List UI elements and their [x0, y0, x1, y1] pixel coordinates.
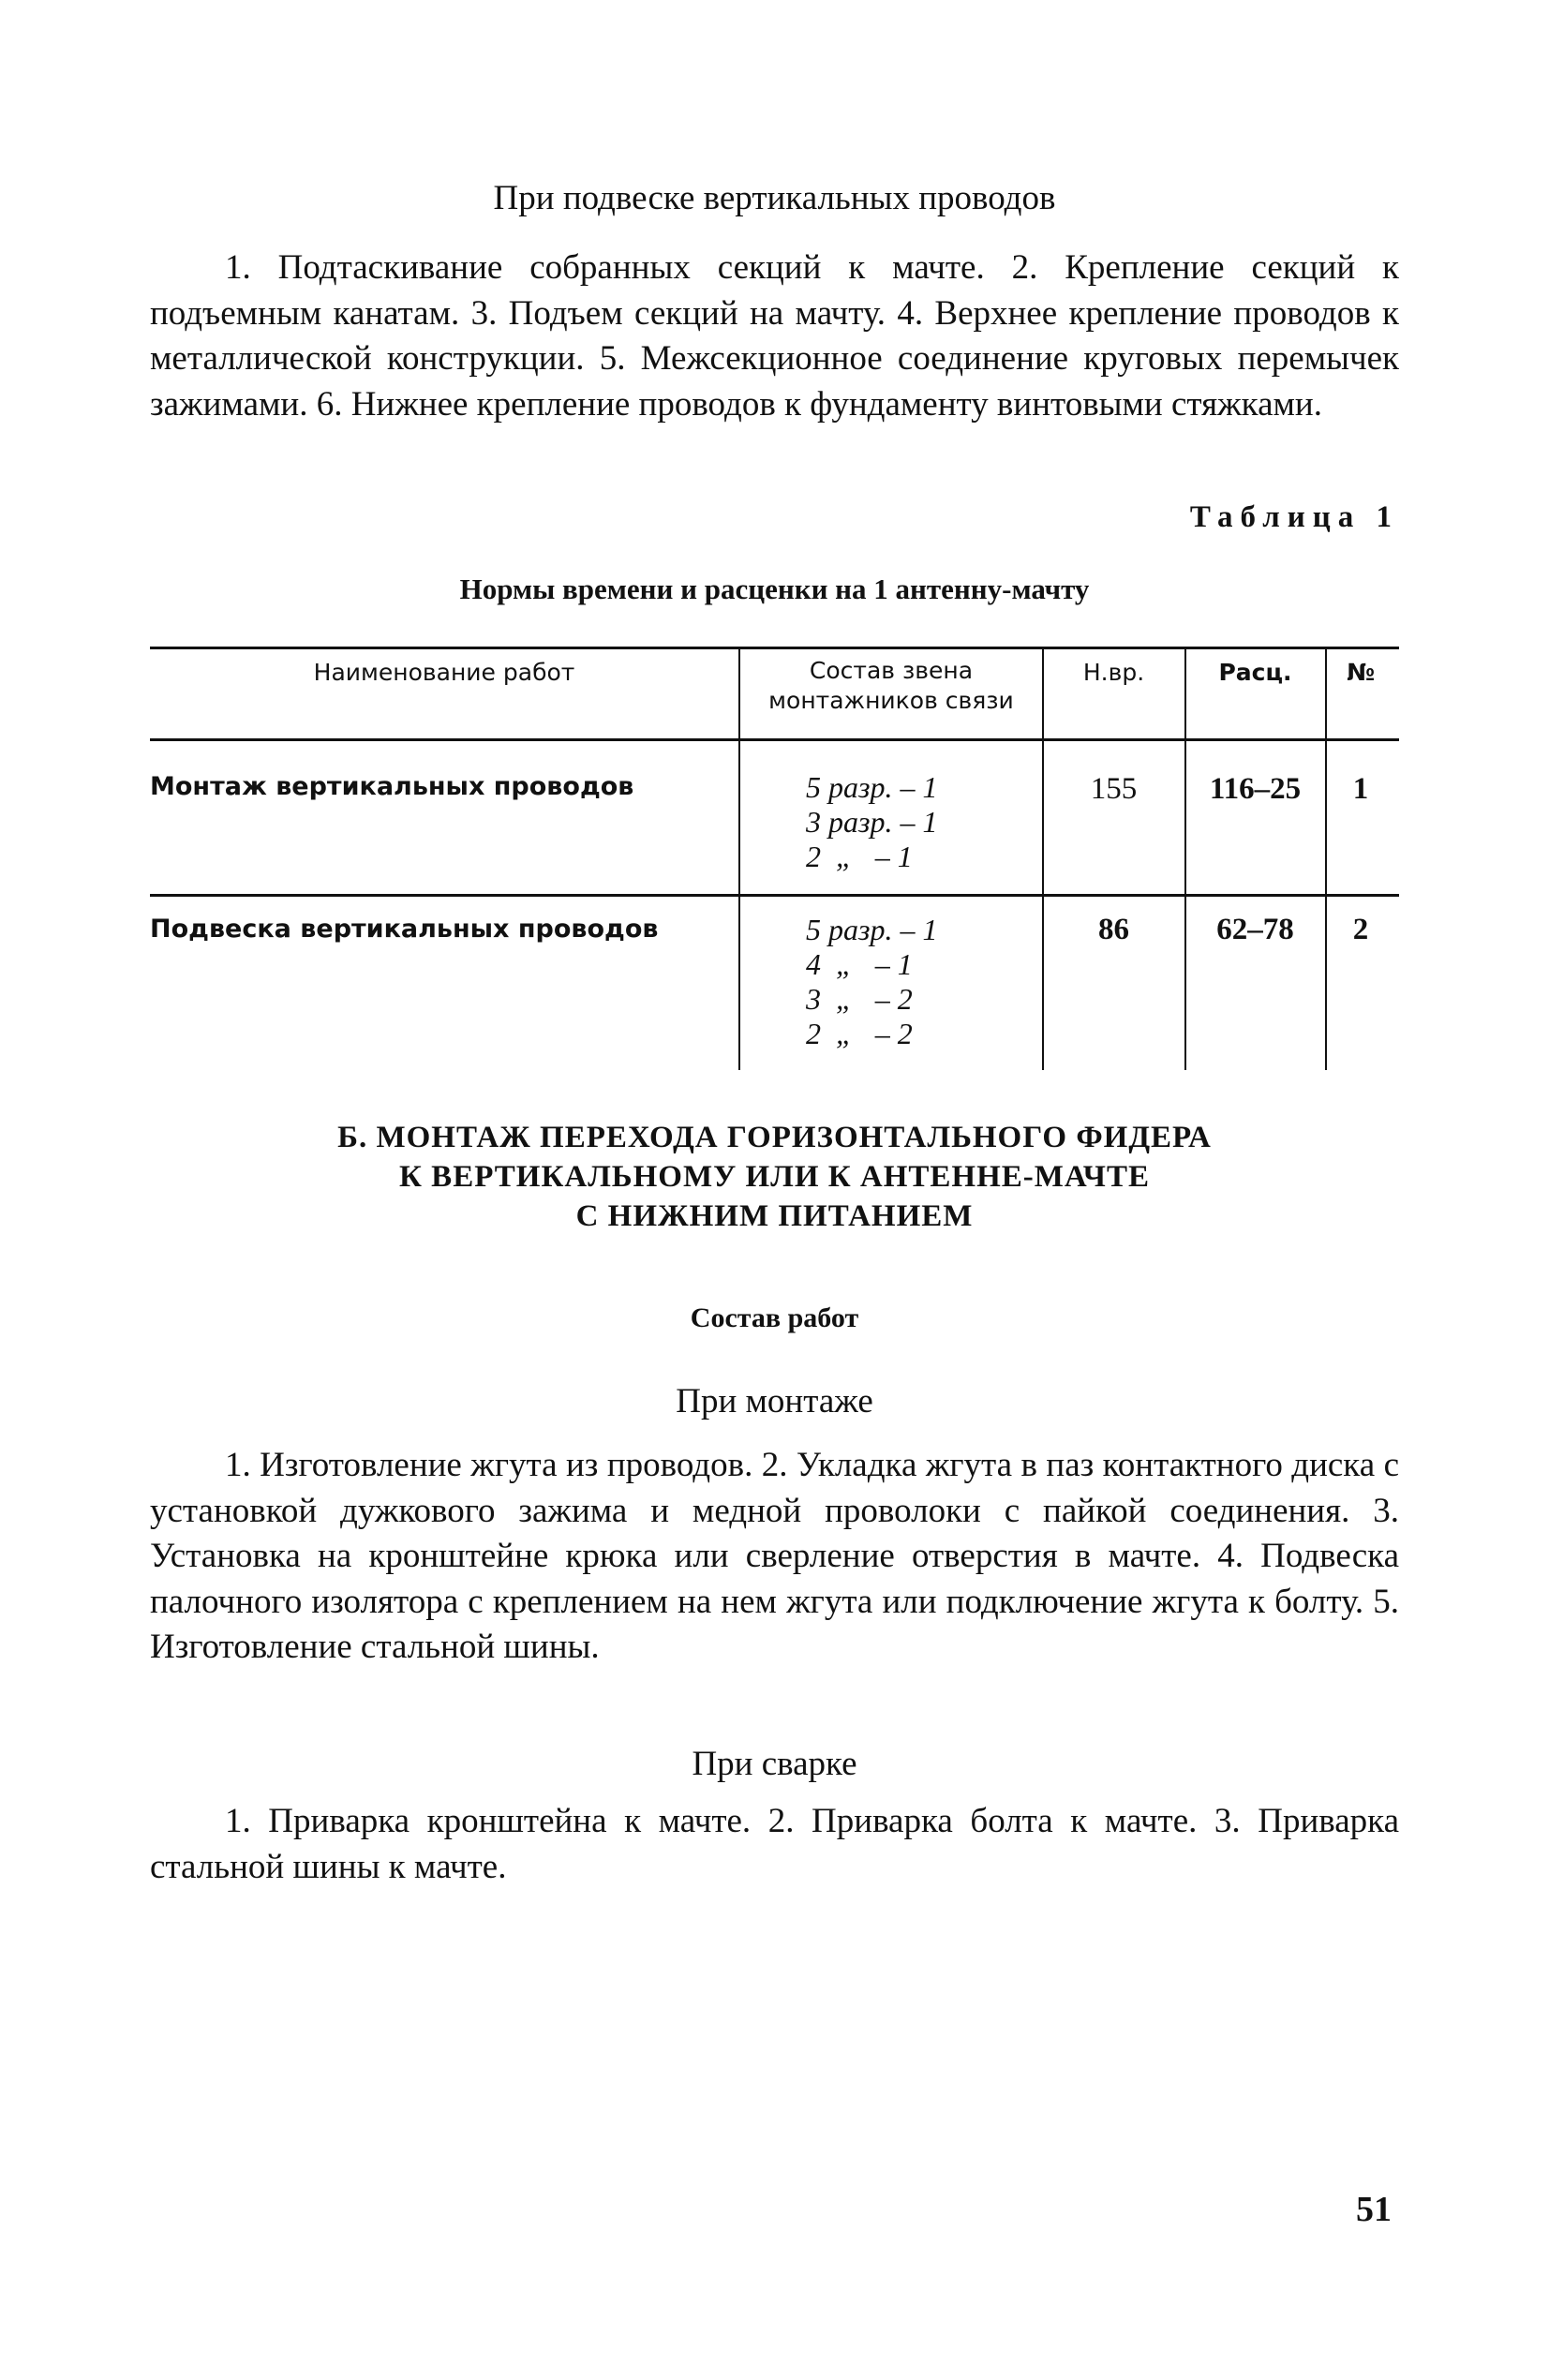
mounting-steps: 1. Изготовление жгута из проводов. 2. Укладка жгута в паз контактного диска с установкой дужкового зажима и медной проволоки с пайкой соединения. 3. Установка на кронштейне крюка или сверление отверстия в мачте. 4. Подвеска палочного изолятора с креплением на нем жгута или подключение жгута к болту. 5. Изготовление стальной шины. [150, 1446, 1399, 1666]
header-crew: Состав звена монтажников связи [768, 657, 1014, 714]
section-b-title-line: К ВЕРТИКАЛЬНОМУ ИЛИ К АНТЕННЕ-МАЧТЕ [399, 1160, 1150, 1194]
table-title: Нормы времени и расценки на 1 антенну-мачту [459, 573, 1090, 605]
table-divider [1042, 647, 1044, 1070]
welding-heading: При сварке [692, 1745, 857, 1783]
work-composition-title: Состав работ [690, 1302, 859, 1333]
table-top-rule [150, 647, 1399, 649]
header-price: Расц. [1218, 659, 1292, 686]
row-1-crew: 5 разр. – 1 3 разр. – 1 2 „ – 1 [806, 770, 938, 873]
row-1-norm: 155 [1090, 772, 1138, 806]
row-2-no: 2 [1352, 913, 1369, 946]
row-1-no: 1 [1352, 772, 1369, 806]
norms-table [150, 647, 1399, 1078]
mounting-heading: При монтаже [676, 1382, 873, 1421]
welding-steps: 1. Приварка кронштейна к мачте. 2. Приварка болта к мачте. 3. Приварка стальной шины к мачте. [150, 1802, 1399, 1886]
row-2-price: 62–78 [1216, 913, 1294, 946]
vertical-wires-heading: При подвеске вертикальных проводов [493, 179, 1056, 217]
row-1-name: Монтаж вертикальных проводов [150, 772, 634, 801]
section-b-title-line: С НИЖНИМ ПИТАНИЕМ [575, 1199, 974, 1233]
table-divider [738, 647, 740, 1070]
page-number: 51 [1356, 2190, 1392, 2229]
table-divider [1325, 647, 1327, 1070]
header-no: № [1346, 659, 1376, 686]
vertical-wires-steps: 1. Подтаскивание собранных секций к мачте. 2. Крепление секций к подъемным канатам. 3. Подъем секций на мачту. 4. Верхнее крепление проводов к металлической конструкции. 5. Межсекционное соединение круговых перемычек зажимами. 6. Нижнее крепление проводов к фундаменту винтовыми стяжками. [150, 248, 1399, 424]
table-header-rule [150, 738, 1399, 741]
row-2-norm: 86 [1098, 913, 1129, 946]
section-b-title [0, 1118, 1549, 1236]
header-name: Наименование работ [313, 659, 575, 686]
section-b-title-line: Б. МОНТАЖ ПЕРЕХОДА ГОРИЗОНТАЛЬНОГО ФИДЕРА [337, 1121, 1212, 1154]
header-norm: Н.вр. [1082, 659, 1145, 686]
row-2-name: Подвеска вертикальных проводов [150, 915, 659, 944]
row-1-price: 116–25 [1209, 772, 1302, 806]
table-row-rule [150, 894, 1399, 897]
row-2-crew: 5 разр. – 1 4 „ – 1 3 „ – 2 2 „ – 2 [806, 913, 938, 1050]
table-divider [1184, 647, 1186, 1070]
table-label: Таблица 1 [1189, 500, 1399, 534]
